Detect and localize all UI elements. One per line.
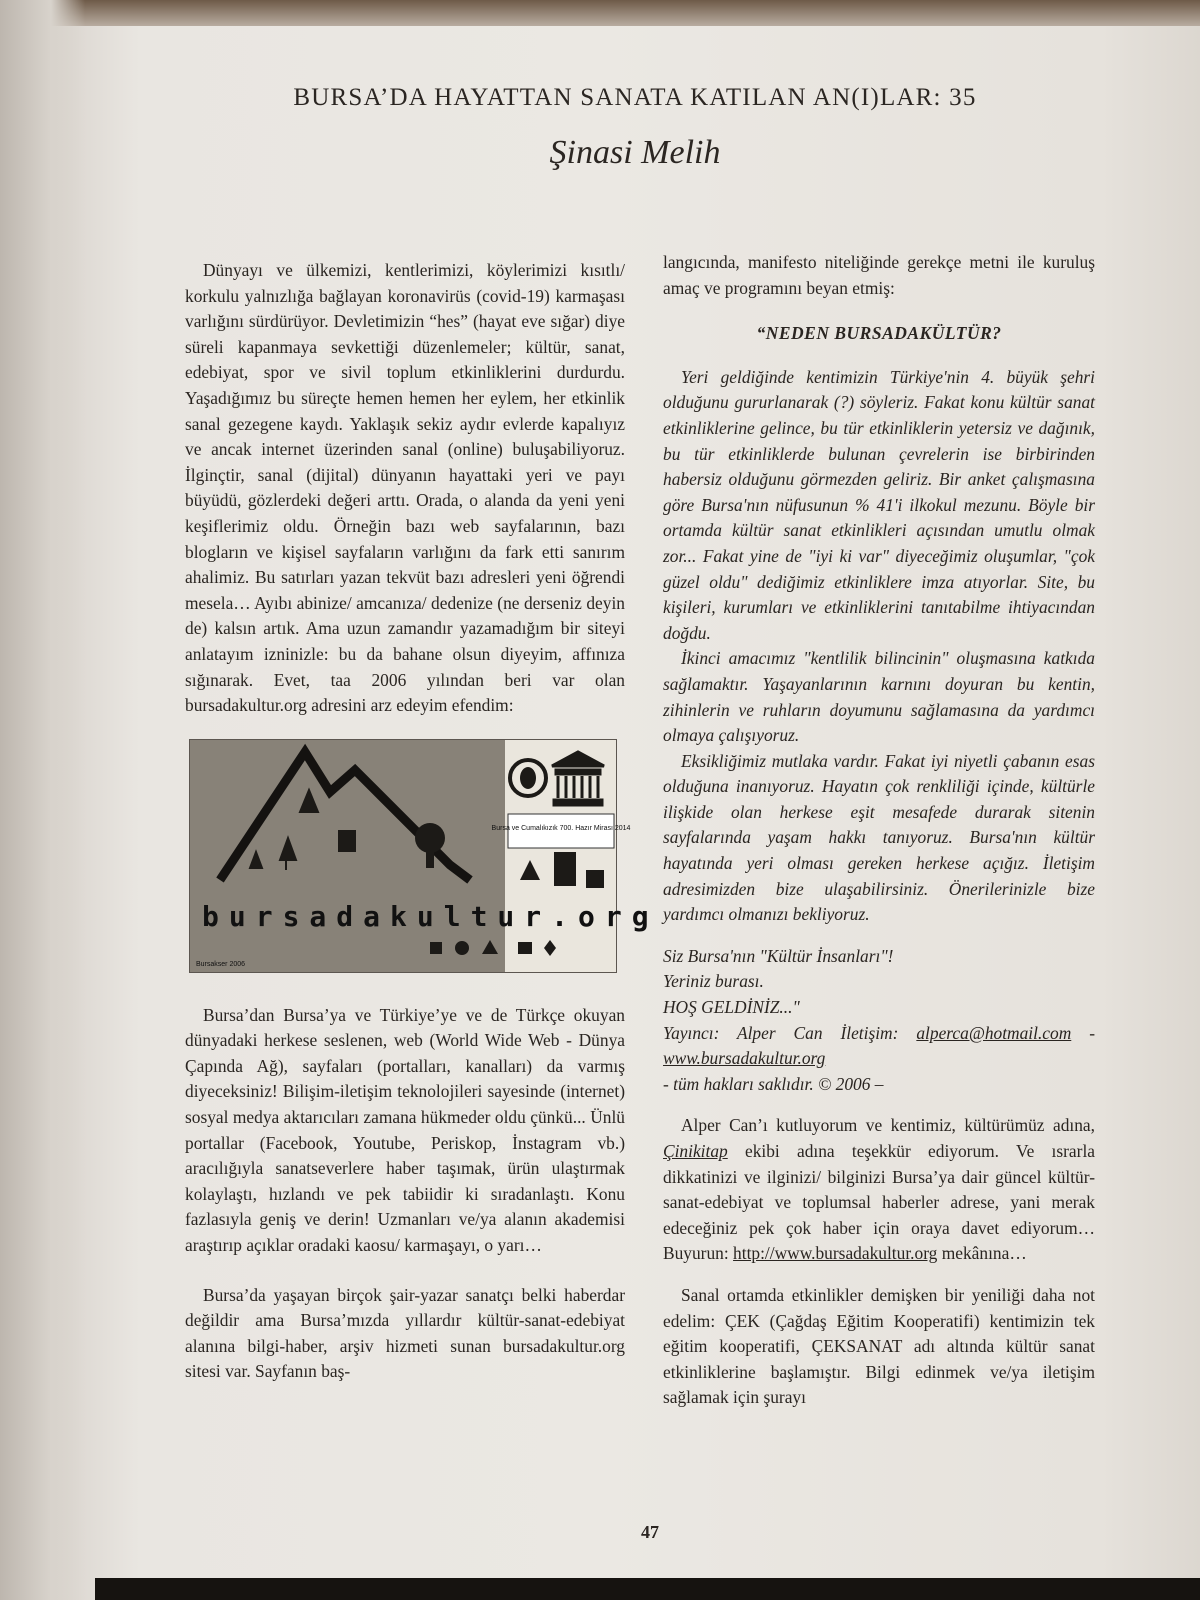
book-gutter xyxy=(0,0,85,1600)
paragraph-bursadakultur: Bursa’da yaşayan birçok şair-yazar sanatçı belki haberdar değildir ama Bursa’mızda yıllardır kültür-sanat-edebiyat alanına bilgi-haber, arşiv hizmeti sunan bursadakultur.org sitesi var. Sayfanın baş- xyxy=(185,1284,625,1382)
image-caption: Bursakser 2006 xyxy=(196,960,246,968)
thanks-text-b: ekibi adına teşekkür ediyorum. Ve ısrarla dikkatinizi ve ilginizi/ bilginizi Bursa’ya dair güncel kültür-sanat-edebiyat ve toplumsal haberler adrese, yani merak edeceğiniz pek çok haber için oraya davet ediyorum… Buyurun: xyxy=(663,1141,1095,1264)
author-name: Şinasi Melih xyxy=(549,134,721,171)
email-link[interactable]: alperca@hotmail.com xyxy=(916,1022,1072,1043)
continuation-paragraph: langıcında, manifesto niteliğinde gerekçe metni ile kuruluş amaç ve programını beyan etmiş: xyxy=(663,252,1095,298)
manifesto-paragraph-3: Eksikliğimiz mutlaka vardır. Fakat iyi niyetli çabanın esas olduğuna inanıyoruz. Hayatın çok renkliliği içinde, kültürle ilişkide olan herkese eşit mesafede durarak sitenin sayfalarında yaşam hakkı tanıyoruz. Bursa'nın kültür hayatında yeri olması gereken herkese açığız. İletişim adresimizden bize ulaşabilirsiniz. Önerilerinizle bize yardımcı olmanızı bekliyoruz. xyxy=(663,750,1095,925)
page-bottom-edge xyxy=(95,1578,1200,1600)
logo-illustration xyxy=(190,740,659,972)
website-link[interactable]: www.bursadakultur.org xyxy=(663,1048,826,1069)
welcome-line-2: Yeriniz burası. xyxy=(663,971,764,992)
manifesto-paragraph-2: İkinci amacımız "kentlilik bilincinin" oluşmasına katkıda sağlamaktır. Yaşayanlarının karnını doyuran bu kentin, zihinlerin ve ruhların doyumunu sağlamasına da yardımcı olmaya çalışıyoruz. xyxy=(663,648,1095,746)
thanks-text-a: Alper Can’ı kutluyorum ve kentimiz, kültürümüz adına, xyxy=(681,1115,1095,1136)
right-column xyxy=(663,250,1095,1411)
page-top-edge xyxy=(0,0,1200,26)
ceksanat-paragraph: Sanal ortamda etkinlikler demişken bir yeniliği daha not edelim: ÇEK (Çağdaş Eğitim Kooperatifi) kentimizin tek eğitim kooperatifi, ÇEKSANAT adı altında kültür sanat etkinliklerine başlamıştır. Bilgi edinmek ve/ya iletişim sağlamak için şurayı xyxy=(663,1284,1095,1408)
left-column xyxy=(185,258,659,1385)
cinikitap-name: Çinikitap xyxy=(663,1141,728,1161)
manifesto-title: “NEDEN BURSADAKÜLTÜR? xyxy=(756,323,1002,344)
stamp-text: Bursa ve Cumalıkızık 700. Hazır Mirası 2014 xyxy=(491,824,631,832)
series-title: BURSA’DA HAYATTAN SANATA KATILAN AN(I)LAR: 35 xyxy=(293,84,977,111)
welcome-line-3: HOŞ GELDİNİZ..." xyxy=(663,997,800,1018)
thanks-text-c: mekânına… xyxy=(937,1243,1027,1264)
intro-paragraph: Dünyayı ve ülkemizi, kentlerimizi, köylerimizi kısıtlı/ korkulu yalnızlığa bağlayan koronavirüs (covid-19) karmaşası varlığını sürdürüyor. Devletimizin “hes” (hayat eve sığar) diye süreli kapanmaya sevkettiği düzenlemeler; kültür, sanat, edebiyat, spor ve sivil toplum etkinliklerini durdurdu. Yaşadığımız bu süreçte hemen hemen her eylem, her etkinlik sanal gezegene kaydı. Yaklaşık sekiz aydır evlerde kapalıyız ve ancak internet üzerinden sanal (online) buluşabiliyoruz. İlginçtir, sanal (dijital) dünyanın hayattaki yeri ve payı büyüdü, gözlerdeki değeri arttı. Orada, o alanda da yeni yeni keşiflerimiz oldu. Örneğin bazı web sayfalarının, bazı blogların ve kişisel sayfaların varlığını da fark etti sanırım ahalimiz. Bu satırları yazan tekvüt bazı adresleri yeni öğrendi mesela… Ayıbı abinize/ amcanıza/ dedenize (ne derseniz deyin de) kalsın artık. Ama uzun zamandır yazamadığım bir siteyi anlatayım izninizle: bu da bahane olsun diyeyim, affınıza sığınarak. Evet, taa 2006 yılından beri var olan bursadakultur.org adresini arz edeyim efendim: xyxy=(185,260,625,716)
publisher-label: Yayıncı: Alper Can İletişim: xyxy=(663,1022,917,1043)
tree-crown-icon xyxy=(415,823,445,853)
article-heading xyxy=(150,84,1120,172)
separator: - xyxy=(1071,1022,1096,1043)
manifesto-paragraph-1: Yeri geldiğinde kentimizin Türkiye'nin 4. büyük şehri olduğunu gururlanarak (?) söyleriz. Fakat konu kültür sanat etkinliklerine gelince, bu tür etkinliklerin yetersiz ve dağınık, bu tür etkinliklerde bulunan çevrelerin ise birbirinden habersiz olduğunu görmezden geliriz. Bir anket çalışmasına göre Bursa'nın nüfusunun % 41'i ilkokul mezunu. Böyle bir ortamda kültür sanat etkinlikleri açısından umutlu olmak zor... Fakat yine de "iyi ki var" diyeceğimiz oluşumlar, "çok güzel oldu" dediğimiz etkinliklere imza atıyorlar. Site, bu kişileri, kurumları ve etkinliklerini tanıtabilme ihtiyacından doğdu. xyxy=(663,366,1095,643)
rights-notice: - tüm hakları saklıdır. © 2006 – xyxy=(663,1073,884,1094)
logo-wordmark: bursadakultur.org xyxy=(202,899,659,933)
paragraph-web-portals: Bursa’dan Bursa’ya ve Türkiye’ye ve de Türkçe okuyan dünyadaki herkese seslenen, web (World Wide Web - Dünya Çapında Ağ), sayfaları (portalları, kanalları) da varmış diyeceksiniz! Bilişim-iletişim teknolojileri sayesinde (internet) sosyal medya aktarıcıları zamana hükmeder oldu çünkü... Ünlü portallar (Facebook, Youtube, Periskop, İnstagram vb.) aracılığıyla sanatseverlere haber taşımak, ürün ulaştırmak kolaylaştı, hızlandı ve pek tabiidir ki sıradanlaştı. Konu fazlasıyla geniş ve derin! Uzmanları ve/ya alanın akademisi araştırıp açıklar oradaki kaosu/ karmaşayı, o yarı… xyxy=(185,1004,625,1256)
publisher-contact xyxy=(663,1021,1095,1072)
welcome-line-1: Siz Bursa'nın "Kültür İnsanları"! xyxy=(663,945,894,966)
bursadakultur-url-link[interactable]: http://www.bursadakultur.org xyxy=(733,1243,938,1264)
thanks-paragraph xyxy=(663,1113,1095,1267)
bursadakultur-logo-image xyxy=(189,739,659,973)
page-number: 47 xyxy=(641,1522,659,1542)
